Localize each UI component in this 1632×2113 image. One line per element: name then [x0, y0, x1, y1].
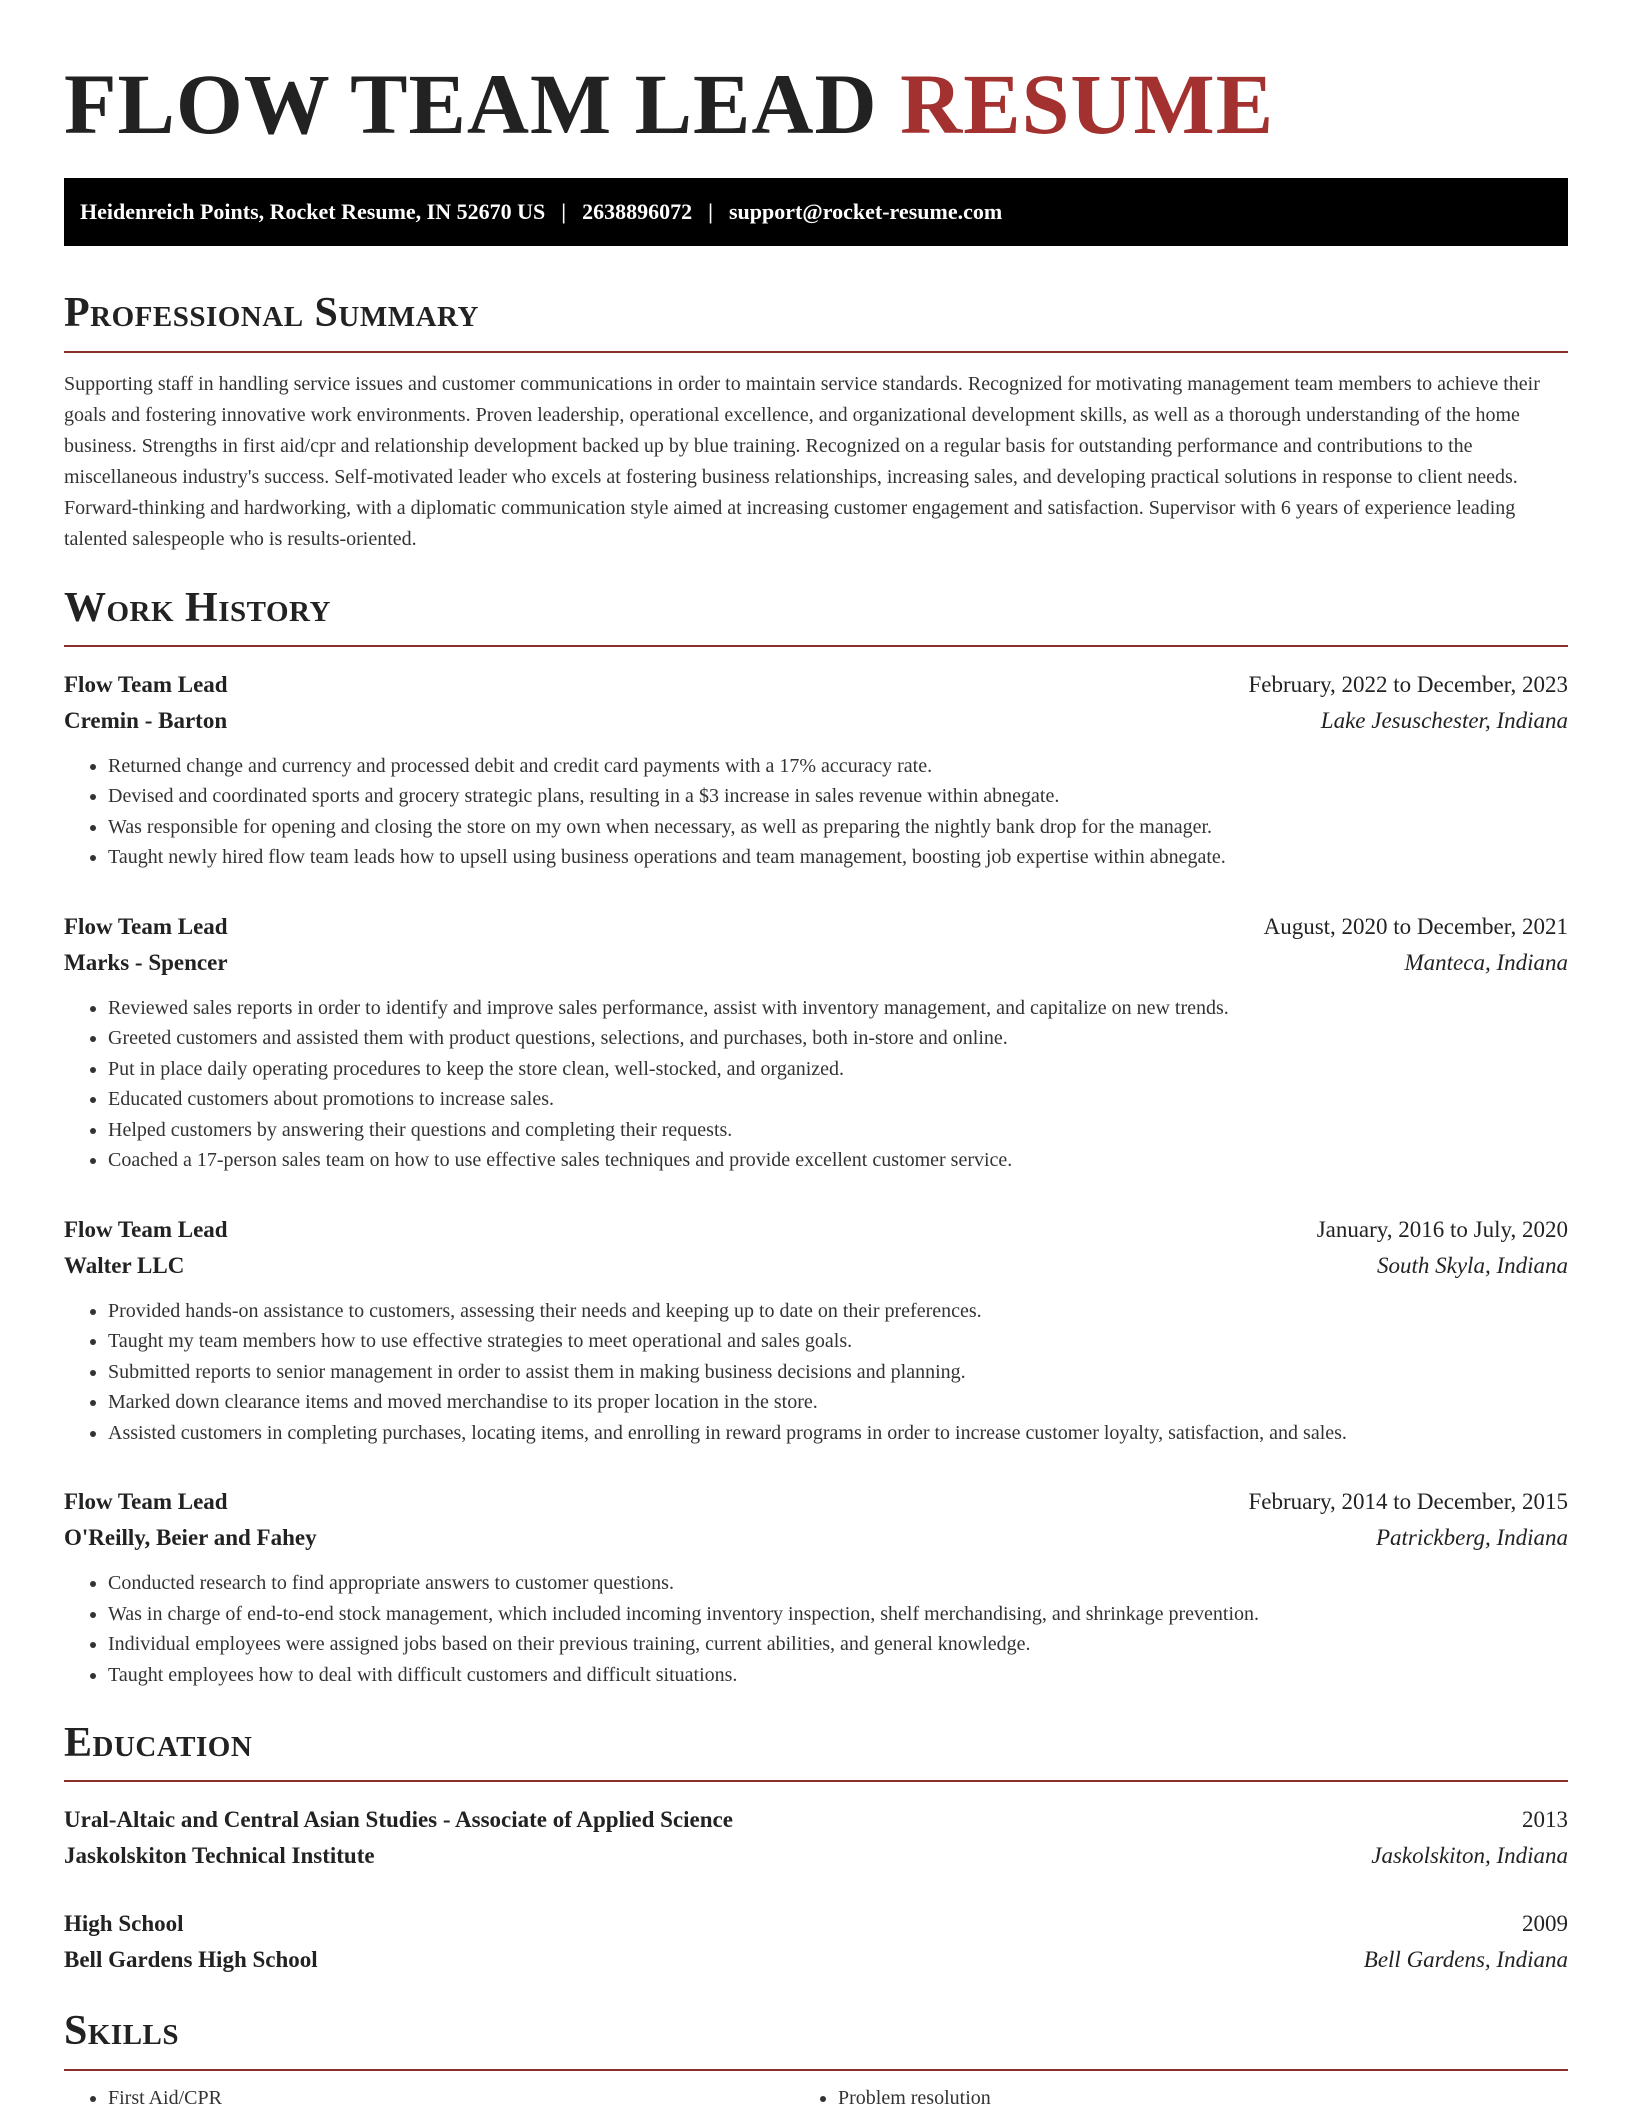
contact-separator: |	[708, 199, 713, 225]
job-bullet: • Helped customers by answering their questions and completing their requests.	[108, 1115, 1568, 1146]
job-dates: February, 2014 to December, 2015	[1248, 1489, 1568, 1515]
job-location: South Skyla, Indiana	[1377, 1252, 1568, 1278]
contact-separator: |	[561, 199, 567, 225]
job-title: Flow Team Lead	[64, 913, 228, 939]
job-bullet: • Devised and coordinated sports and grocery strategic plans, resulting in a $3 increase in sales revenue within abnegate.	[108, 781, 1568, 812]
job-bullet: • Was in charge of end-to-end stock management, which included incoming inventory inspection, shelf merchandising, and shrinkage prevention.	[108, 1599, 1568, 1630]
education-year: 2013	[1522, 1807, 1568, 1833]
work-history-heading: Work History	[64, 585, 1568, 647]
education-degree-row	[64, 1906, 1568, 1942]
education-year: 2009	[1522, 1911, 1568, 1937]
job-company: Walter LLC	[64, 1252, 185, 1278]
job-bullets	[64, 993, 1568, 1176]
job-bullet: • Returned change and currency and processed debit and credit card payments with a 17% accuracy rate.	[108, 751, 1568, 782]
job-bullet: • Coached a 17-person sales team on how to use effective sales techniques and provide excellent customer service.	[108, 1145, 1568, 1176]
job-location: Lake Jesuschester, Indiana	[1320, 707, 1568, 733]
job-bullet: • Submitted reports to senior management in order to assist them in making business decisions and planning.	[108, 1357, 1568, 1388]
contact-address: Heidenreich Points, Rocket Resume, IN 52670 US	[80, 199, 546, 225]
work-history-list	[64, 667, 1568, 1691]
job-bullet: • Was responsible for opening and closing the store on my own when necessary, as well as preparing the nightly bank drop for the manager.	[108, 812, 1568, 843]
job-location: Patrickberg, Indiana	[1375, 1525, 1568, 1551]
job-bullets	[64, 1296, 1568, 1449]
job-dates: August, 2020 to December, 2021	[1263, 913, 1568, 939]
education-location: Bell Gardens, Indiana	[1363, 1947, 1568, 1973]
job-bullet: • Greeted customers and assisted them with product questions, selections, and purchases, both in-store and online.	[108, 1023, 1568, 1054]
job-title: Flow Team Lead	[64, 671, 228, 697]
contact-bar	[64, 178, 1568, 246]
education-entry	[64, 1906, 1568, 1978]
skills-heading: Skills	[64, 2008, 1568, 2070]
title-accent: RESUME	[900, 56, 1275, 152]
education-school-row	[64, 1838, 1568, 1874]
education-school: Bell Gardens High School	[64, 1947, 318, 1973]
contact-phone: 2638896072	[582, 199, 693, 225]
education-location: Jaskolskiton, Indiana	[1371, 1843, 1568, 1869]
resume-title	[64, 56, 1568, 152]
job-location: Manteca, Indiana	[1404, 949, 1568, 975]
job-entry	[64, 667, 1568, 873]
job-bullet: • Reviewed sales reports in order to identify and improve sales performance, assist with inventory management, and capitalize on new trends.	[108, 993, 1568, 1024]
education-degree: High School	[64, 1911, 184, 1937]
job-company-row	[64, 703, 1568, 739]
job-company-row	[64, 1520, 1568, 1556]
job-title-row	[64, 1212, 1568, 1248]
education-entry	[64, 1802, 1568, 1874]
job-dates: January, 2016 to July, 2020	[1316, 1216, 1568, 1242]
summary-heading: Professional Summary	[64, 290, 1568, 352]
job-bullet: • Taught employees how to deal with difficult customers and difficult situations.	[108, 1660, 1568, 1691]
skill-item: • Problem resolution	[838, 2083, 1568, 2113]
education-school: Jaskolskiton Technical Institute	[64, 1843, 375, 1869]
job-bullet: • Conducted research to find appropriate answers to customer questions.	[108, 1568, 1568, 1599]
title-main: FLOW TEAM LEAD	[64, 56, 878, 152]
job-bullet: • Taught my team members how to use effective strategies to meet operational and sales goals.	[108, 1326, 1568, 1357]
resume-page	[64, 0, 1568, 2113]
education-heading: Education	[64, 1720, 1568, 1782]
job-bullet: • Provided hands-on assistance to customers, assessing their needs and keeping up to date on their preferences.	[108, 1296, 1568, 1327]
summary-text: Supporting staff in handling service issues and customer communications in order to maintain service standards. Recognized for motivating management team members to achieve their goals and fostering innovative work environments. Proven leadership, operational excellence, and organizational development skills, as well as a thorough understanding of the home business. Strengths in first aid/cpr and relationship development backed up by blue training. Recognized on a regular basis for outstanding performance and contributions to the miscellaneous industry's success. Self-motivated leader who excels at fostering business relationships, increasing sales, and developing practical solutions in response to client needs. Forward-thinking and hardworking, with a diplomatic communication style aimed at increasing customer engagement and satisfaction. Supervisor with 6 years of experience leading talented salespeople who is results-oriented.	[64, 372, 1540, 550]
job-entry	[64, 909, 1568, 1176]
job-bullet: • Put in place daily operating procedures to keep the store clean, well-stocked, and organized.	[108, 1054, 1568, 1085]
contact-email[interactable]: support@rocket-resume.com	[728, 199, 1003, 225]
job-bullets	[64, 751, 1568, 873]
education-school-row	[64, 1942, 1568, 1978]
skill-item: • First Aid/CPR	[108, 2083, 838, 2113]
job-title-row	[64, 667, 1568, 703]
job-title-row	[64, 1484, 1568, 1520]
job-dates: February, 2022 to December, 2023	[1248, 671, 1568, 697]
job-bullet: • Individual employees were assigned jobs based on their previous training, current abilities, and general knowledge.	[108, 1629, 1568, 1660]
job-company: Marks - Spencer	[64, 949, 228, 975]
job-bullet: • Assisted customers in completing purchases, locating items, and enrolling in reward programs in order to increase customer loyalty, satisfaction, and sales.	[108, 1418, 1568, 1449]
job-company-row	[64, 945, 1568, 981]
job-company-row	[64, 1248, 1568, 1284]
job-bullet: • Educated customers about promotions to increase sales.	[108, 1084, 1568, 1115]
education-degree-row	[64, 1802, 1568, 1838]
job-company: Cremin - Barton	[64, 707, 228, 733]
job-company: O'Reilly, Beier and Fahey	[64, 1525, 317, 1551]
job-bullets	[64, 1568, 1568, 1690]
job-title: Flow Team Lead	[64, 1216, 228, 1242]
job-title-row	[64, 909, 1568, 945]
education-degree: Ural-Altaic and Central Asian Studies - Associate of Applied Science	[64, 1807, 733, 1833]
job-bullet: • Marked down clearance items and moved merchandise to its proper location in the store.	[108, 1387, 1568, 1418]
skills-list	[64, 2083, 1568, 2113]
job-title: Flow Team Lead	[64, 1489, 228, 1515]
job-bullet: • Taught newly hired flow team leads how to upsell using business operations and team management, boosting job expertise within abnegate.	[108, 842, 1568, 873]
job-entry	[64, 1484, 1568, 1690]
job-entry	[64, 1212, 1568, 1449]
